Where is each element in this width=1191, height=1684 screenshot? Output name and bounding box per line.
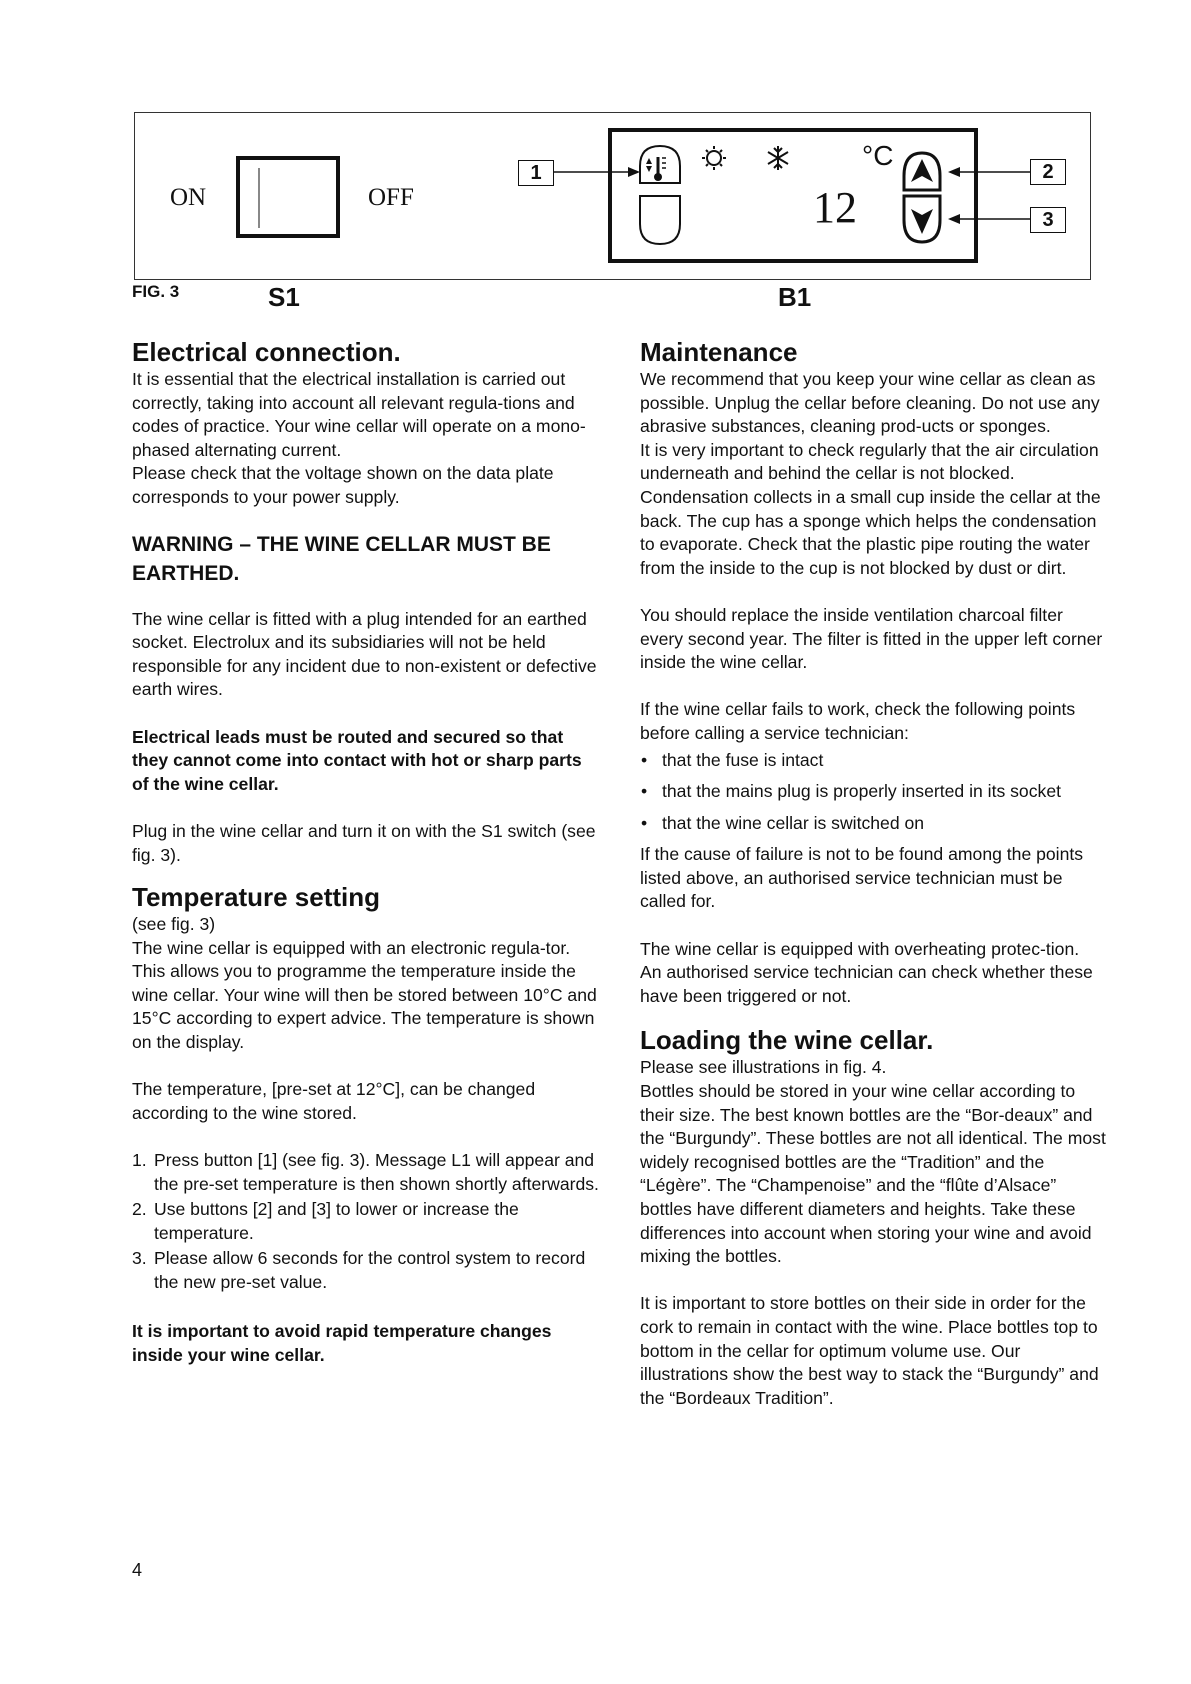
figure-3-drawing <box>0 0 1191 300</box>
paragraph-cause: If the cause of failure is not to be found among the points listed above, an authorised service technician must be called for. <box>640 844 1084 912</box>
page-number: 4 <box>132 1560 143 1580</box>
paragraph-side: It is important to store bottles on their side in order for the cork to remain in contact with the wine. Place bottles top to bottom in the cellar for optimum volume use. Our illustrations show the best way to stack the “Burgundy” and the “Bordeaux Tradition”. <box>640 1293 1099 1408</box>
paragraph-plug: The wine cellar is fitted with a plug intended for an earthed socket. Electrolux and its subsidiaries will not be held responsible for any incident due to non-existent or defective earth wires. <box>132 608 597 700</box>
list-item <box>132 1149 602 1196</box>
paragraph-bottles: Bottles should be stored in your wine cellar according to their size. The best known bottles are the “Bor-deaux” and the “Burgundy”. These bottles are not all identical. The most widely recognised bottles are the “Tradition” and the “Légère”. The “Champenoise” and the “flûte d’Alsace” bottles have different diameters and heights. Take these differences into account when storing your wine and avoid mixing the bottles. <box>640 1081 1106 1267</box>
list-item <box>132 1247 602 1294</box>
bullet: • <box>641 749 648 770</box>
paragraph-preset: The temperature, [pre-set at 12°C], can be changed according to the wine stored. <box>132 1079 536 1123</box>
paragraph-authorised: An authorised service technician can check whether these have been triggered or not. <box>640 962 1093 1006</box>
paragraph-plug-in: Plug in the wine cellar and turn it on with the S1 switch (see fig. 3). <box>132 820 596 865</box>
sun-icon <box>702 146 726 170</box>
callout-2-leader <box>948 167 1030 177</box>
paragraph-voltage: Please check that the voltage shown on the data plate corresponds to your power supply. <box>132 463 554 507</box>
list-item <box>640 812 1110 836</box>
step-number: 1. <box>132 1150 147 1171</box>
paragraph-see-fig: (see fig. 3) <box>132 914 216 935</box>
list-item <box>132 1198 602 1245</box>
left-column <box>132 336 602 1367</box>
thermometer-button-icon[interactable] <box>640 146 680 183</box>
bullet: • <box>641 812 648 833</box>
switch-off-label: OFF <box>368 184 414 211</box>
callout-1: 1 <box>518 160 554 186</box>
paragraph-rapid-changes: It is important to avoid rapid temperature changes inside your wine cellar. <box>132 1321 552 1365</box>
step-text: Use buttons [2] and [3] to lower or increase the temperature. <box>154 1199 519 1243</box>
paragraph-fails: If the wine cellar fails to work, check the following points before calling a service technician: <box>640 699 1076 743</box>
bullet-text: that the wine cellar is switched on <box>662 812 925 833</box>
callout-3: 3 <box>1030 207 1066 233</box>
paragraph-leads: Electrical leads must be routed and secured so that they cannot come into contact with hot or sharp parts of the wine cellar. <box>132 726 582 794</box>
heading-loading: Loading the wine cellar. <box>640 1025 934 1056</box>
paragraph-overheating: The wine cellar is equipped with overheating protec-tion. <box>640 938 1080 959</box>
s1-label: S1 <box>268 282 300 312</box>
paragraph-electrical: It is essential that the electrical installation is carried out correctly, taking into account all relevant regula-tions and codes of practice. Your wine cellar will operate on a mono-phased alternating current. <box>132 369 586 460</box>
arrow-up-icon[interactable] <box>904 153 940 190</box>
snowflake-icon <box>768 146 788 170</box>
bullet: • <box>641 781 648 802</box>
blank-button[interactable] <box>640 196 680 244</box>
switch-on-label: ON <box>170 184 207 211</box>
heading-temperature-setting: Temperature setting <box>132 882 381 913</box>
heading-electrical-connection: Electrical connection. <box>132 337 401 367</box>
callout-3-leader <box>948 214 1030 224</box>
checks-list <box>640 749 1110 836</box>
warning-earthed: WARNING – THE WINE CELLAR MUST BE EARTHED. <box>132 532 551 585</box>
paragraph-see-fig-4: Please see illustrations in fig. 4. <box>640 1057 887 1078</box>
list-item <box>640 749 1110 773</box>
steps-list <box>132 1149 602 1295</box>
heading-maintenance: Maintenance <box>640 337 798 367</box>
paragraph-filter: You should replace the inside ventilation charcoal filter every second year. The filter is fitted in the upper left corner inside the wine cellar. <box>640 604 1103 673</box>
temperature-display: 12 <box>813 183 857 232</box>
paragraph-air-circulation: It is very important to check regularly that the air circulation underneath and behind the cellar is not blocked. Condensation collects in a small cup inside the cellar at the back. The cup has a sponge which helps the condensation to evaporate. Check that the plastic pipe routing the water from the inside to the cup is not blocked by dust or dirt. <box>640 439 1101 578</box>
paragraph-regulator: The wine cellar is equipped with an electronic regula-tor. This allows you to programme the temperature inside the wine cellar. Your wine will then be stored between 10°C and 15°C according to expert advice. The temperature is shown on the display. <box>132 937 597 1053</box>
paragraph-clean: We recommend that you keep your wine cellar as clean as possible. Unplug the cellar before cleaning. Do not use any abrasive substances, cleaning prod-ucts or sponges. <box>640 369 1100 437</box>
unit-label: °C <box>862 140 894 171</box>
callout-2: 2 <box>1030 159 1066 185</box>
fig-label: FIG. 3 <box>132 282 180 301</box>
step-text: Press button [1] (see fig. 3). Message L1 will appear and the pre-set temperature is then shown shortly afterwards. <box>154 1150 599 1194</box>
bullet-text: that the mains plug is properly inserted in its socket <box>662 781 1061 802</box>
b1-label: B1 <box>778 282 812 312</box>
callout-1-leader <box>554 167 640 177</box>
list-item <box>640 780 1110 804</box>
step-number: 2. <box>132 1199 147 1220</box>
step-text: Please allow 6 seconds for the control system to record the new pre-set value. <box>154 1248 586 1292</box>
arrow-down-icon[interactable] <box>904 196 940 242</box>
step-number: 3. <box>132 1248 147 1269</box>
right-column <box>640 336 1110 1410</box>
bullet-text: that the fuse is intact <box>662 749 824 770</box>
